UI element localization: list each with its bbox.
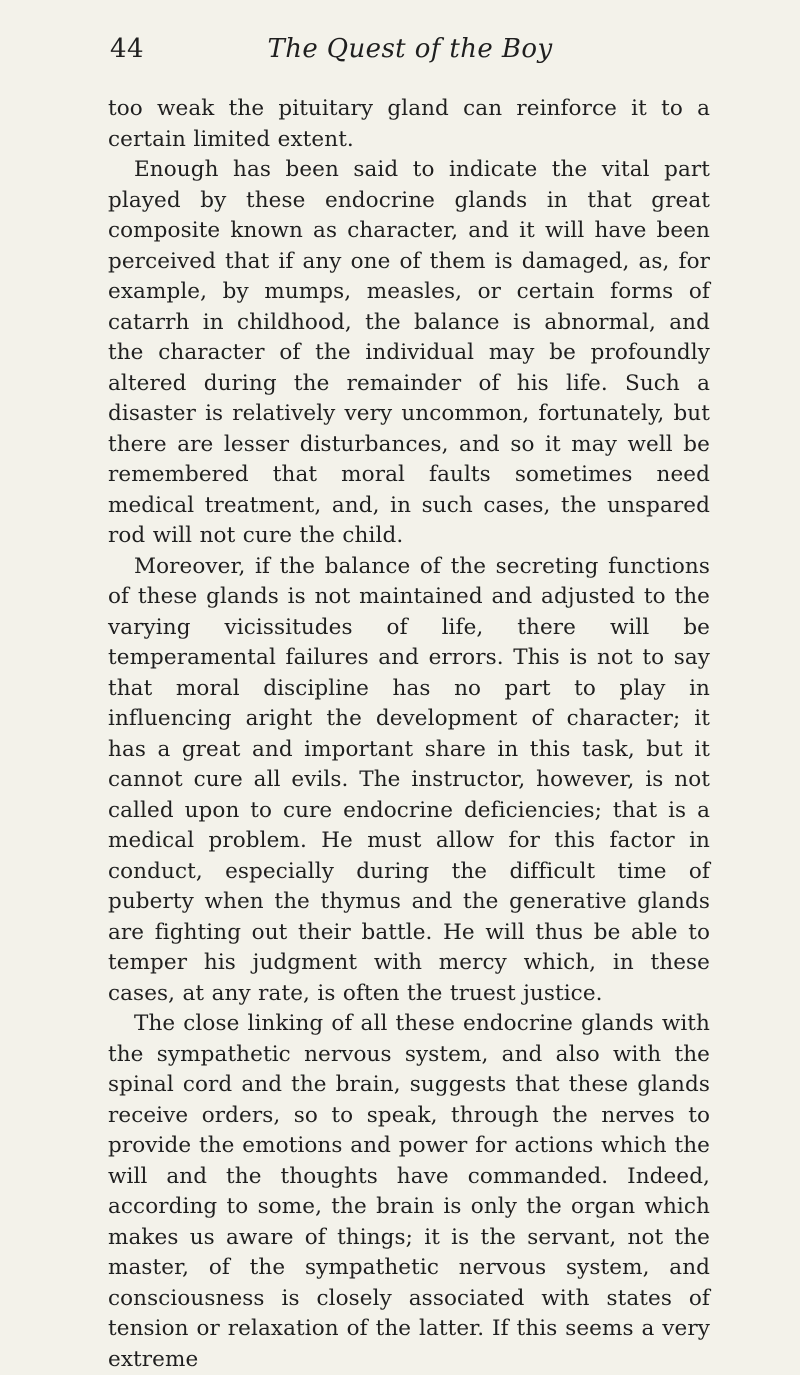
- paragraph-continued: too weak the pituitary gland can reinforce it to a certain limited extent.: [108, 96, 710, 152]
- paragraph: Enough has been said to indicate the vital part played by these endocrine glands in that great composite known as character, and it will have been perceived that if any one of them is damaged, as, for example, by mumps, measles, or certain forms of catarrh in childhood, the balance is abnormal, and the character of the individual may be profoundly altered during the remainder of his life. Such a disaster is relatively very uncommon, fortunately, but there are lesser disturbances, and so it may well be remembered that moral faults sometimes need medical treatment, and, in such cases, the unspared rod will not cure the child.: [108, 157, 710, 548]
- page-number: 44: [110, 34, 145, 64]
- body-text: [108, 94, 710, 1375]
- paragraph: The close linking of all these endocrine glands with the sympathetic nervous system, and also with the spinal cord and the brain, suggests that these glands receive orders, so to speak, through the nerves to provide the emotions and power for actions which the will and the thoughts have commanded. Indeed, according to some, the brain is only the organ which makes us aware of things; it is the servant, not the master, of the sympathetic nervous system, and consciousness is closely associated with states of tension or relaxation of the latter. If this seems a very extreme: [108, 1011, 710, 1372]
- page-header: [110, 34, 710, 74]
- paragraph: Moreover, if the balance of the secreting functions of these glands is not maintained and adjusted to the varying vicissitudes of life, there will be temperamental failures and errors. This is not to say that moral discipline has no part to play in influencing aright the development of character; it has a great and important share in this task, but it cannot cure all evils. The instructor, however, is not called upon to cure endocrine deficiencies; that is a medical problem. He must allow for this factor in conduct, especially during the difficult time of puberty when the thymus and the generative glands are fighting out their battle. He will thus be able to temper his judgment with mercy which, in these cases, at any rate, is often the truest justice.: [108, 553, 710, 1006]
- running-title: The Quest of the Boy: [267, 34, 553, 64]
